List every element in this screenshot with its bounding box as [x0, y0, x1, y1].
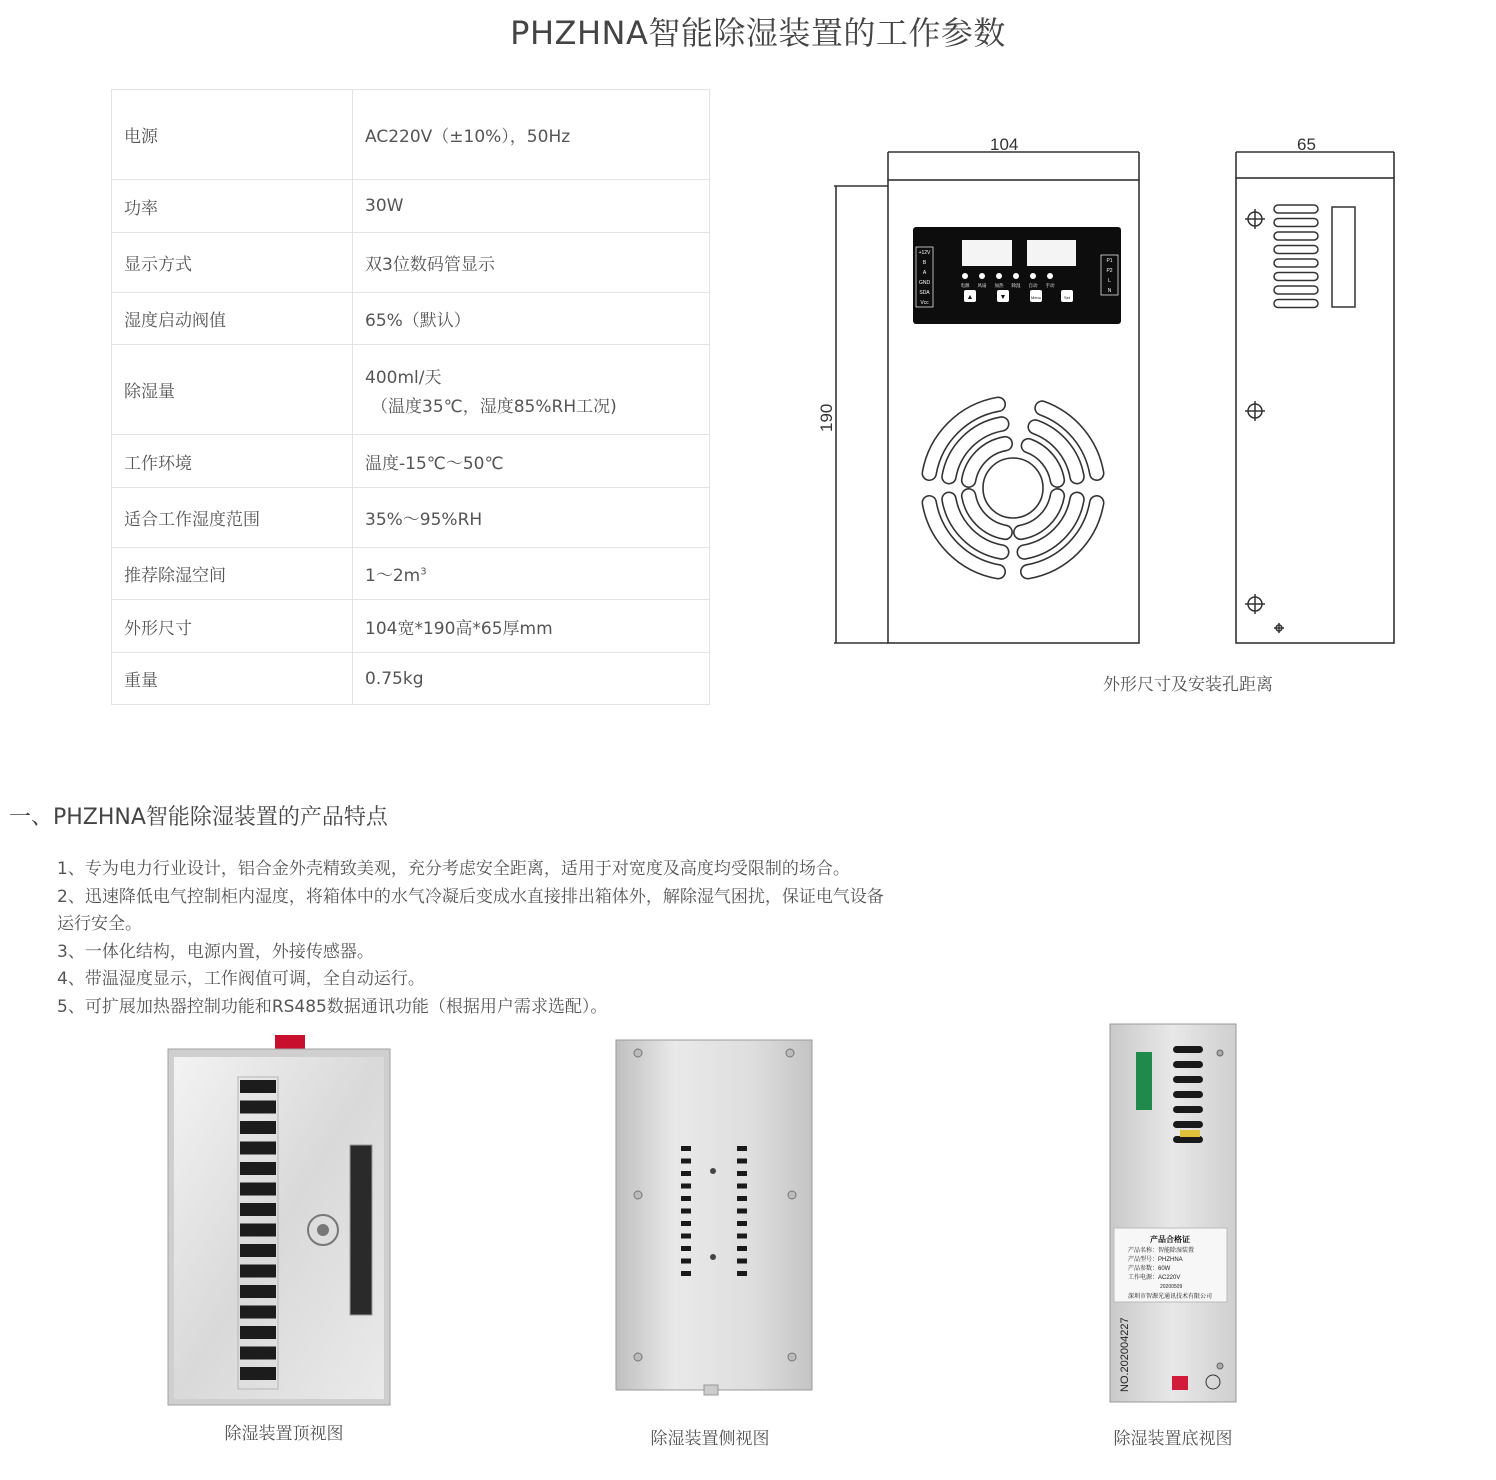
spec-label: 外形尺寸 — [112, 600, 353, 653]
spec-label: 电源 — [112, 90, 353, 180]
fan-slot — [942, 492, 1009, 559]
svg-text:Vcc: Vcc — [920, 300, 929, 306]
fan-slot — [1021, 439, 1064, 487]
svg-text:GND: GND — [918, 280, 931, 286]
width-dim-label: 104 — [990, 135, 1019, 154]
table-row — [112, 90, 710, 180]
side-view-photo — [610, 1035, 820, 1400]
table-row — [112, 233, 710, 293]
svg-text:工作电源：AC220V: 工作电源：AC220V — [1128, 1275, 1181, 1281]
fan-slot — [922, 397, 1005, 480]
svg-text:自动: 自动 — [1028, 283, 1038, 288]
height-dim-label: 190 — [817, 403, 836, 432]
svg-text:Menu: Menu — [1030, 295, 1042, 300]
dimension-drawing — [815, 125, 1415, 655]
photo-caption: 除湿装置顶视图 — [224, 1424, 344, 1444]
label-title: 产品合格证 — [1150, 1235, 1190, 1244]
table-row — [112, 345, 710, 435]
svg-text:电源: 电源 — [960, 283, 970, 288]
svg-text:▲: ▲ — [966, 294, 974, 301]
photo-caption: 除湿装置侧视图 — [650, 1429, 770, 1449]
section-heading: 一、PHZHNA智能除湿装置的产品特点 — [9, 805, 388, 830]
svg-text:产品参数：60W: 产品参数：60W — [1128, 1266, 1171, 1272]
spec-value-main: 400ml/天 — [365, 367, 442, 388]
svg-text:Set: Set — [1063, 295, 1071, 300]
fan-slot — [1028, 420, 1084, 484]
svg-text:手动: 手动 — [1045, 283, 1055, 288]
svg-text:B: B — [922, 260, 927, 266]
table-row — [112, 548, 710, 600]
spec-value: 65%（默认） — [353, 293, 710, 345]
svg-text:风扇: 风扇 — [977, 283, 987, 288]
fan-slot — [942, 417, 1009, 484]
svg-text:L: L — [1108, 278, 1111, 284]
svg-text:加热: 加热 — [994, 283, 1004, 288]
spec-label: 功率 — [112, 180, 353, 233]
fan-slot — [962, 437, 1012, 487]
spec-value-sup: 3 — [420, 566, 427, 578]
feature-item: 1、专为电力行业设计，铝合金外壳精致美观，充分考虑安全距离，适用于对宽度及高度均受限制的场合。 — [57, 859, 850, 879]
svg-text:A: A — [922, 270, 927, 276]
spec-value: 温度-15℃～50℃ — [353, 435, 710, 488]
svg-text:产品名称：智能除湿装置: 产品名称：智能除湿装置 — [1128, 1248, 1195, 1254]
table-row — [112, 435, 710, 488]
spec-value: 35%～95%RH — [353, 488, 710, 548]
svg-text:20200509: 20200509 — [1160, 1284, 1183, 1290]
depth-dim-label: 65 — [1297, 135, 1316, 154]
spec-value: AC220V（±10%），50Hz — [353, 90, 710, 180]
fan-slot — [1014, 489, 1064, 539]
feature-item: 4、带温湿度显示，工作阀值可调，全自动运行。 — [57, 969, 425, 989]
control-panel — [913, 227, 1121, 324]
spec-label: 推荐除湿空间 — [112, 548, 353, 600]
drawing-caption: 外形尺寸及安装孔距离 — [1103, 675, 1273, 695]
spec-value-note: （温度35℃，湿度85%RH工况) — [371, 396, 617, 417]
fan-slot — [1017, 492, 1084, 559]
spec-label: 显示方式 — [112, 233, 353, 293]
svg-text:+12V: +12V — [918, 250, 931, 256]
fan-slot — [922, 496, 1005, 579]
svg-text:SDA: SDA — [919, 290, 930, 296]
table-row — [112, 600, 710, 653]
page-title: PHZHNA智能除湿装置的工作参数 — [510, 14, 1006, 52]
svg-text:除湿: 除湿 — [1011, 283, 1021, 288]
bottom-view-photo — [1100, 1020, 1245, 1405]
svg-text:深圳市智源光通讯技术有限公司: 深圳市智源光通讯技术有限公司 — [1127, 1294, 1213, 1300]
spec-label: 适合工作湿度范围 — [112, 488, 353, 548]
spec-label: 工作环境 — [112, 435, 353, 488]
spec-label: 湿度启动阀值 — [112, 293, 353, 345]
spec-label: 重量 — [112, 653, 353, 705]
spec-value: 30W — [353, 180, 710, 233]
svg-text:产品型号：PHZHNA: 产品型号：PHZHNA — [1128, 1257, 1183, 1263]
spec-value-main: 1～2m — [365, 566, 421, 586]
table-row — [112, 488, 710, 548]
fan-slot — [962, 489, 1012, 539]
table-row — [112, 653, 710, 705]
spec-value: 104宽*190高*65厚mm — [353, 600, 710, 653]
table-row — [112, 180, 710, 233]
spec-table — [111, 89, 710, 705]
top-view-photo — [160, 1035, 400, 1410]
led-display-right — [1027, 240, 1076, 266]
spec-value: 双3位数码管显示 — [353, 233, 710, 293]
feature-item: 运行安全。 — [57, 914, 142, 934]
feature-list — [57, 856, 927, 1021]
feature-item: 3、一体化结构，电源内置，外接传感器。 — [57, 941, 374, 962]
spec-value — [353, 548, 710, 600]
spec-value — [353, 345, 710, 435]
svg-text:P2: P2 — [1106, 268, 1113, 274]
svg-text:P1: P1 — [1106, 258, 1113, 264]
spec-value: 0.75kg — [353, 653, 710, 705]
spec-label: 除湿量 — [112, 345, 353, 435]
serial-number: NO.202004227 — [1119, 1317, 1131, 1392]
svg-text:▼: ▼ — [999, 294, 1007, 301]
svg-text:N: N — [1107, 288, 1112, 294]
table-row — [112, 293, 710, 345]
photo-caption: 除湿装置底视图 — [1113, 1429, 1233, 1449]
fan-slot — [1021, 496, 1104, 579]
feature-item: 5、可扩展加热器控制功能和RS485数据通讯功能（根据用户需求选配）。 — [57, 996, 608, 1017]
led-display-left — [962, 240, 1012, 266]
fan-grille — [922, 397, 1103, 578]
feature-item: 2、迅速降低电气控制柜内湿度，将箱体中的水气冷凝后变成水直接排出箱体外，解除湿气困扰，保证电气设备 — [57, 886, 884, 907]
